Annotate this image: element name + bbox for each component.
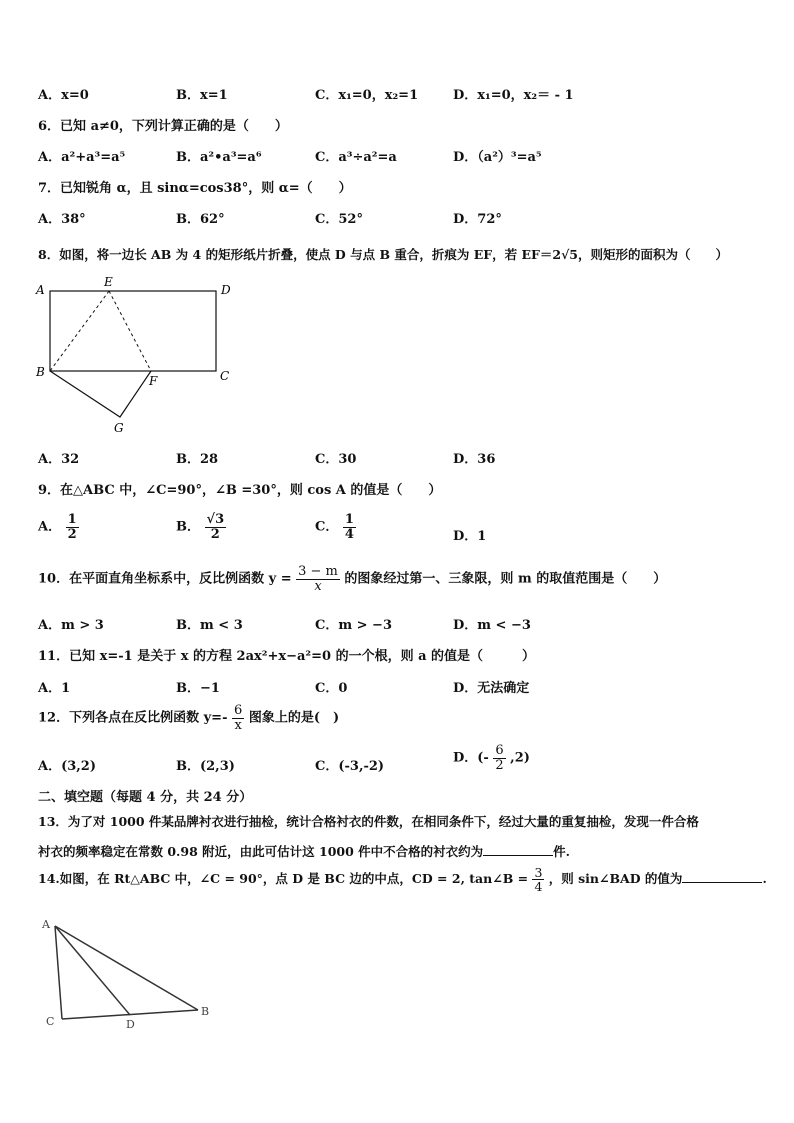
q13-line1: 13．为了对 1000 件某品牌衬衣进行抽检，统计合格衬衣的件数，在相同条件下，经过大量的重复抽检，发现一件合格 (38, 814, 699, 829)
q8-label-a: A (36, 283, 45, 297)
q9-option-d: D．1 (453, 529, 487, 544)
q9-a-numerator: 1 (67, 512, 77, 527)
q14-label-b: B (201, 1005, 210, 1018)
q14-stem-post: ，则 sin∠BAD 的值为 (548, 871, 683, 887)
q12-option-d-post: ,2) (510, 750, 530, 766)
q10-option-b: B．m < 3 (176, 618, 243, 633)
q12-option-d-fraction (493, 744, 505, 772)
q14-stem (38, 866, 767, 893)
q6-option-c: C．a³÷a²=a (315, 150, 397, 165)
q8-label-b: B (36, 365, 45, 379)
q14-numerator: 3 (534, 865, 543, 880)
q12-stem-pre: 12．下列各点在反比例函数 y=- (38, 710, 228, 726)
q12-option-a: A．(3,2) (38, 759, 97, 774)
q8-label-c: C (220, 369, 230, 383)
q5-option-c: C．x₁=0，x₂=1 (315, 88, 419, 103)
q8-label-g: G (114, 421, 124, 435)
q6-option-a: A．a²+a³=a⁵ (38, 150, 126, 165)
q8-label-d: D (221, 283, 231, 297)
q7-option-a: A．38° (38, 212, 86, 227)
q9-c-numerator: 1 (344, 512, 354, 527)
q11-stem: 11．已知 x=-1 是关于 x 的方程 2ax²+x−a²=0 的一个根，则 a 的值是（ ） (38, 649, 536, 664)
q12-d-numerator: 6 (495, 743, 504, 758)
q9-option-a-fraction (66, 513, 79, 541)
q8-label-f: F (149, 374, 158, 388)
q14-end: . (762, 871, 767, 887)
q14-triangle-figure (34, 914, 224, 1034)
q5-option-b: B．x=1 (176, 88, 228, 103)
q7-option-c: C．52° (315, 212, 363, 227)
q14-fraction (532, 866, 544, 893)
q8-stem: 8．如图，将一边长 AB 为 4 的矩形纸片折叠，使点 D 与点 B 重合，折痕为 EF，若 EF＝2√5，则矩形的面积为（ ） (38, 247, 728, 262)
q10-stem-post: 的图象经过第一、三象限，则 m 的取值范围是（ ） (344, 571, 667, 587)
q9-b-numerator: √3 (206, 512, 225, 527)
q14-stem-pre: 14.如图，在 Rt△ABC 中，∠C = 90°，点 D 是 BC 边的中点，CD = 2, tan∠B = (38, 871, 529, 887)
q9-option-c (315, 513, 356, 541)
q10-denominator: x (314, 578, 322, 594)
q13-line2-post: 件. (553, 844, 571, 859)
q14-label-d: D (126, 1018, 135, 1031)
q10-numerator: 3 − m (298, 564, 338, 579)
q12-stem (38, 704, 339, 732)
q9-option-c-fraction (343, 513, 356, 541)
q12-stem-post: 图象上的是( ) (248, 710, 340, 726)
q10-option-c: C．m > −3 (315, 618, 392, 633)
q9-b-denominator: 2 (210, 526, 220, 542)
q14-label-c: C (46, 1015, 55, 1028)
q11-option-d: D．无法确定 (453, 681, 530, 696)
q8-rectangle-fold-figure (30, 274, 240, 438)
section-heading-fill-in: 二、填空题（每题 4 分，共 24 分） (38, 790, 253, 805)
q11-option-a: A．1 (38, 681, 71, 696)
q5-option-d: D．x₁=0，x₂＝ - 1 (453, 88, 574, 103)
q10-stem-pre: 10．在平面直角坐标系中，反比例函数 y = (38, 571, 292, 587)
q11-option-c: C．0 (315, 681, 348, 696)
q14-denominator: 4 (534, 879, 543, 895)
q12-option-c: C．(-3,-2) (315, 759, 385, 774)
q9-option-b-fraction (205, 513, 227, 541)
q9-option-b (176, 513, 226, 541)
q12-option-d-pre: D．(- (453, 750, 489, 766)
q6-stem: 6．已知 a≠0，下列计算正确的是（ ） (38, 119, 288, 134)
q9-stem: 9．在△ABC 中，∠C=90°，∠B =30°，则 cos A 的值是（ ） (38, 483, 442, 498)
q9-option-a-letter: A． (38, 519, 62, 535)
q9-c-denominator: 4 (344, 526, 354, 542)
q6-option-d: D．（a²）³=a⁵ (453, 150, 542, 165)
q7-option-d: D．72° (453, 212, 502, 227)
q12-numerator: 6 (234, 703, 243, 718)
q12-fraction (232, 704, 244, 732)
q9-a-denominator: 2 (67, 526, 77, 542)
q10-stem (38, 565, 666, 593)
q12-option-d (453, 744, 530, 772)
q7-option-b: B．62° (176, 212, 225, 227)
q9-option-b-letter: B． (176, 519, 200, 535)
q9-option-c-letter: C． (315, 519, 339, 535)
q12-option-b: B．(2,3) (176, 759, 235, 774)
q8-option-b: B．28 (176, 452, 219, 467)
q6-option-b: B．a²•a³=a⁶ (176, 150, 262, 165)
q8-option-c: C．30 (315, 452, 357, 467)
q13-line2-pre: 衬衣的频率稳定在常数 0.98 附近，由此可估计这 1000 件中不合格的衬衣约为 (38, 844, 484, 859)
q12-denominator: x (234, 717, 242, 733)
q13-line2 (38, 842, 570, 860)
q12-d-denominator: 2 (495, 757, 504, 773)
q14-answer-blank[interactable] (682, 870, 762, 883)
q10-fraction (296, 565, 340, 593)
q10-option-a: A．m > 3 (38, 618, 104, 633)
q11-option-b: B．−1 (176, 681, 220, 696)
q8-option-d: D．36 (453, 452, 496, 467)
q8-label-e: E (104, 275, 113, 289)
q10-option-d: D．m < −3 (453, 618, 531, 633)
q14-label-a: A (42, 918, 50, 931)
q13-answer-blank[interactable] (483, 843, 553, 856)
q9-option-a (38, 513, 79, 541)
q7-stem: 7．已知锐角 α，且 sinα=cos38°，则 α=（ ） (38, 181, 352, 196)
q8-option-a: A．32 (38, 452, 80, 467)
q5-option-a: A．x=0 (38, 88, 89, 103)
